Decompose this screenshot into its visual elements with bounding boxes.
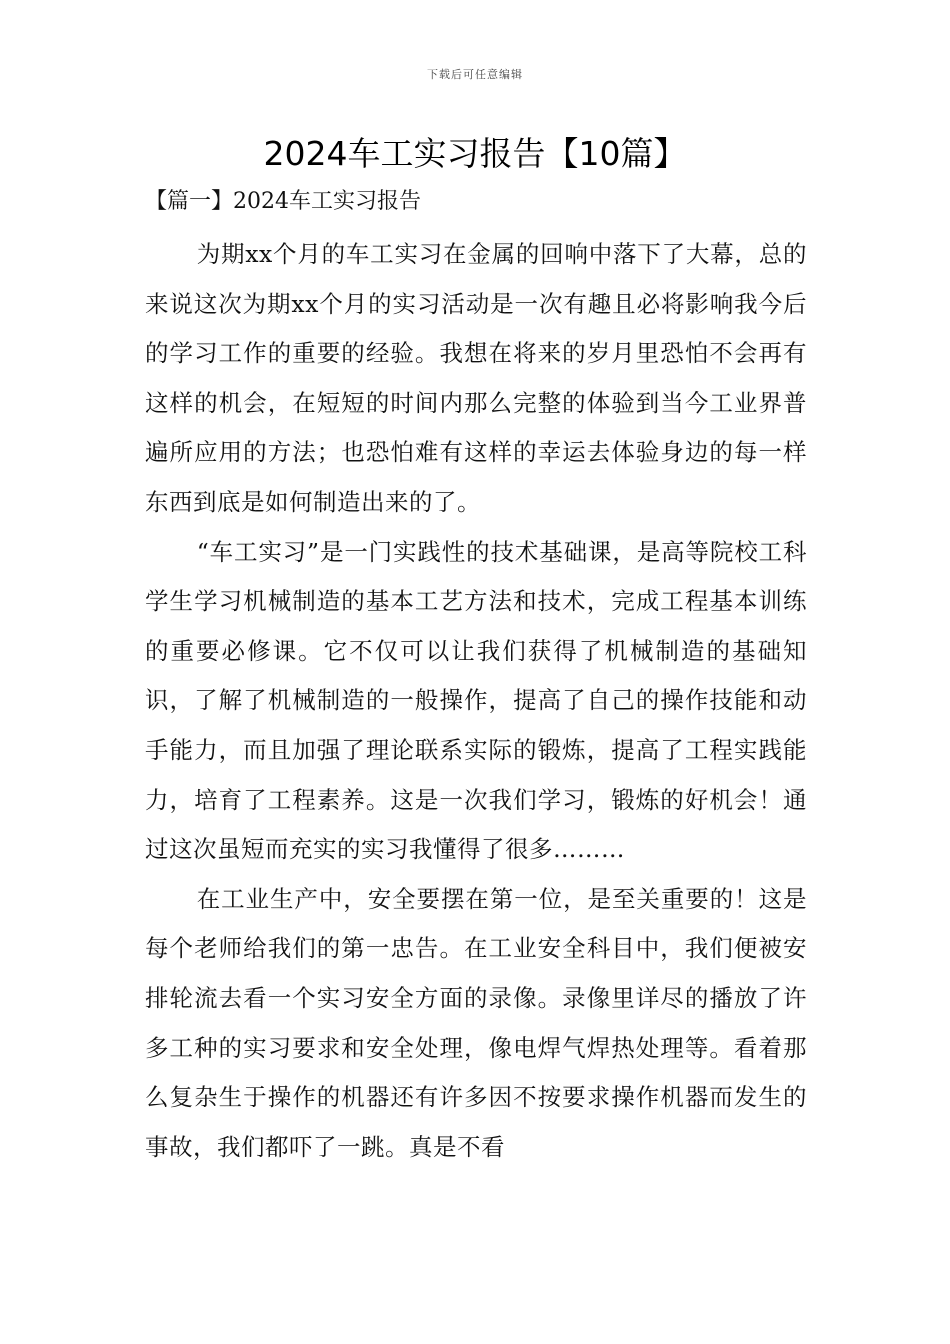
page-header-note: 下载后可任意编辑 bbox=[427, 68, 523, 81]
paragraph-2: “车工实习”是一门实践性的技术基础课，是高等院校工科学生学习机械制造的基本工艺方法和技术，完成工程基本训练的重要必修课。它不仅可以让我们获得了机械制造的基础知识，了解了机械制造的一般操作，提高了自己的操作技能和动手能力，而且加强了理论联系实际的锻炼，提高了工程实践能力，培育了工程素养。这是一次我们学习，锻炼的好机会！通过这次虽短而充实的实习我懂得了很多……… bbox=[145, 537, 807, 864]
section-heading: 【篇一】2024车工实习报告 bbox=[145, 189, 421, 214]
paragraph-1: 为期xx个月的车工实习在金属的回响中落下了大幕，总的来说这次为期xx个月的实习活动是一次有趣且必将影响我今后的学习工作的重要的经验。我想在将来的岁月里恐怕不会再有这样的机会，在短短的时间内那么完整的体验到当今工业界普遍所应用的方法；也恐怕难有这样的幸运去体验身边的每一样东西到底是如何制造出来的了。 bbox=[145, 240, 807, 516]
paragraph-3: 在工业生产中，安全要摆在第一位，是至关重要的！这是每个老师给我们的第一忠告。在工业安全科目中，我们便被安排轮流去看一个实习安全方面的录像。录像里详尽的播放了许多工种的实习要求和安全处理，像电焊气焊热处理等。看着那么复杂生于操作的机器还有许多因不按要求操作机器而发生的事故，我们都吓了一跳。真是不看 bbox=[145, 884, 807, 1161]
document-title: 2024车工实习报告【10篇】 bbox=[263, 134, 687, 173]
document-body bbox=[145, 230, 807, 1172]
